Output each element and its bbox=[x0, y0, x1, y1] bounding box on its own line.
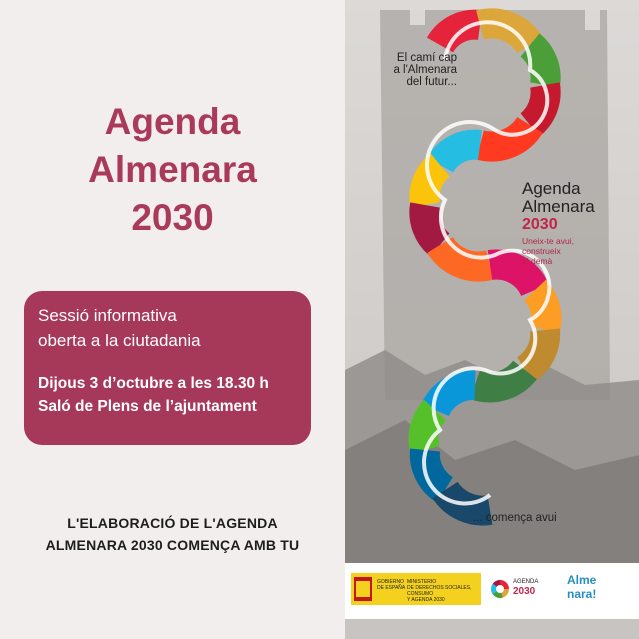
agenda-almenara-logo bbox=[522, 180, 632, 266]
logo-agenda: Agenda bbox=[522, 179, 581, 198]
sponsor-footer bbox=[345, 563, 639, 619]
gov-name bbox=[377, 579, 405, 591]
caption-bottom: ... comença avui bbox=[473, 512, 557, 524]
tagline-line: ALMENARA 2030 COMENÇA AMB TU bbox=[45, 537, 300, 553]
logo-slogan bbox=[522, 236, 632, 266]
gov-line: DE ESPAÑA bbox=[377, 585, 406, 591]
caption-line: El camí cap bbox=[396, 52, 457, 64]
caption-line: del futur... bbox=[406, 76, 457, 88]
logo-year: 2030 bbox=[522, 216, 558, 233]
logo-line: nara! bbox=[567, 587, 597, 601]
slogan-line: construeix bbox=[522, 246, 561, 256]
agenda-year: 2030 bbox=[513, 586, 536, 597]
ministry-line: MINISTERIO bbox=[407, 579, 437, 585]
logo-line: Alme bbox=[567, 573, 597, 587]
government-logo bbox=[351, 573, 481, 605]
gov-line: GOBIERNO bbox=[377, 579, 404, 585]
event-card bbox=[24, 291, 311, 445]
event-date: Dijous 3 d’octubre a les 18.30 h bbox=[38, 375, 269, 392]
tower-illustration bbox=[345, 0, 639, 639]
title-line: Almenara bbox=[88, 149, 257, 190]
agenda-label: AGENDA bbox=[513, 579, 539, 585]
event-location: Saló de Plens de l’ajuntament bbox=[38, 398, 257, 415]
caption-top bbox=[355, 52, 457, 88]
title-line: Agenda bbox=[104, 101, 241, 142]
ministry-name bbox=[407, 579, 477, 603]
logo-almenara: Almenara bbox=[522, 197, 595, 216]
event-audience: oberta a la ciutadania bbox=[38, 331, 201, 350]
tagline-line: L'ELABORACIÓ DE L'AGENDA bbox=[67, 515, 278, 531]
event-subtitle: Sessió informativa bbox=[38, 306, 177, 325]
caption-line: a l'Almenara bbox=[393, 64, 457, 76]
slogan-line: Uneix-te avui, bbox=[522, 236, 574, 246]
sdg-wheel-icon bbox=[491, 580, 509, 598]
page-title bbox=[0, 98, 345, 242]
slogan-line: el demà bbox=[522, 256, 553, 266]
poster-image bbox=[345, 0, 639, 639]
ministry-line: Y AGENDA 2030 bbox=[407, 597, 445, 603]
ministry-line: DE DERECHOS SOCIALES, CONSUMO bbox=[407, 585, 472, 597]
almenara-town-logo bbox=[567, 573, 633, 601]
title-line: 2030 bbox=[131, 197, 214, 238]
